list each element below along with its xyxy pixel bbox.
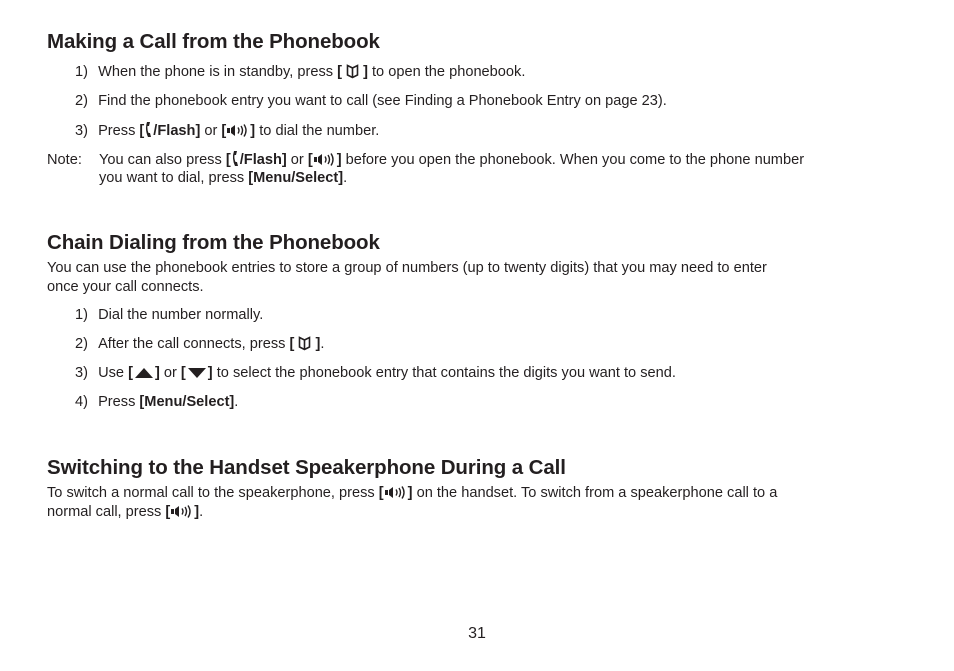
s2-step-4: 4) Press [Menu/Select]. xyxy=(75,394,239,410)
speaker-icon xyxy=(313,152,337,167)
down-arrow-icon xyxy=(186,366,208,380)
s1-step-2: 2) Find the phonebook entry you want to call (see Finding a Phonebook Entry on page 23). xyxy=(75,93,667,109)
section-title-chain-dialing: Chain Dialing from the Phonebook xyxy=(47,231,380,254)
s1-step-1: 1) When the phone is in standby, press [ ] to open the phonebook. xyxy=(75,64,526,80)
speaker-icon xyxy=(226,123,250,138)
s2-intro-line1: You can use the phonebook entries to store a group of numbers (up to twenty digits) that you may need to enter xyxy=(47,260,767,276)
speaker-icon xyxy=(170,504,194,519)
page-number: 31 xyxy=(468,625,486,642)
phonebook-icon xyxy=(298,336,311,351)
up-arrow-icon xyxy=(133,366,155,380)
s1-step-3: 3) Press [ /Flash] or [ ] to dial the number. xyxy=(75,123,380,139)
s1-note-line2: you want to dial, press [Menu/Select]. xyxy=(99,170,348,186)
talk-handset-icon xyxy=(144,121,153,138)
s3-line2: normal call, press [ ]. xyxy=(47,504,204,520)
section-title-making-call: Making a Call from the Phonebook xyxy=(47,30,380,53)
s2-step-2: 2) After the call connects, press [ ]. xyxy=(75,336,325,352)
talk-handset-icon xyxy=(231,150,240,167)
section-title-speakerphone: Switching to the Handset Speakerphone During a Call xyxy=(47,456,566,479)
speaker-icon xyxy=(384,485,408,500)
s1-note: Note: You can also press [ /Flash] or [ ] before you open the phonebook. When you come to the phone number xyxy=(47,152,805,168)
s3-line1: To switch a normal call to the speakerphone, press [ ] on the handset. To switch from a speakerphone call to a xyxy=(47,485,778,501)
phonebook-icon xyxy=(346,64,359,79)
s2-step-1: 1) Dial the number normally. xyxy=(75,307,264,323)
s2-intro-line2: once your call connects. xyxy=(47,279,204,295)
s2-step-3: 3) Use [ ] or [ ] to select the phonebook entry that contains the digits you want to send. xyxy=(75,365,676,381)
